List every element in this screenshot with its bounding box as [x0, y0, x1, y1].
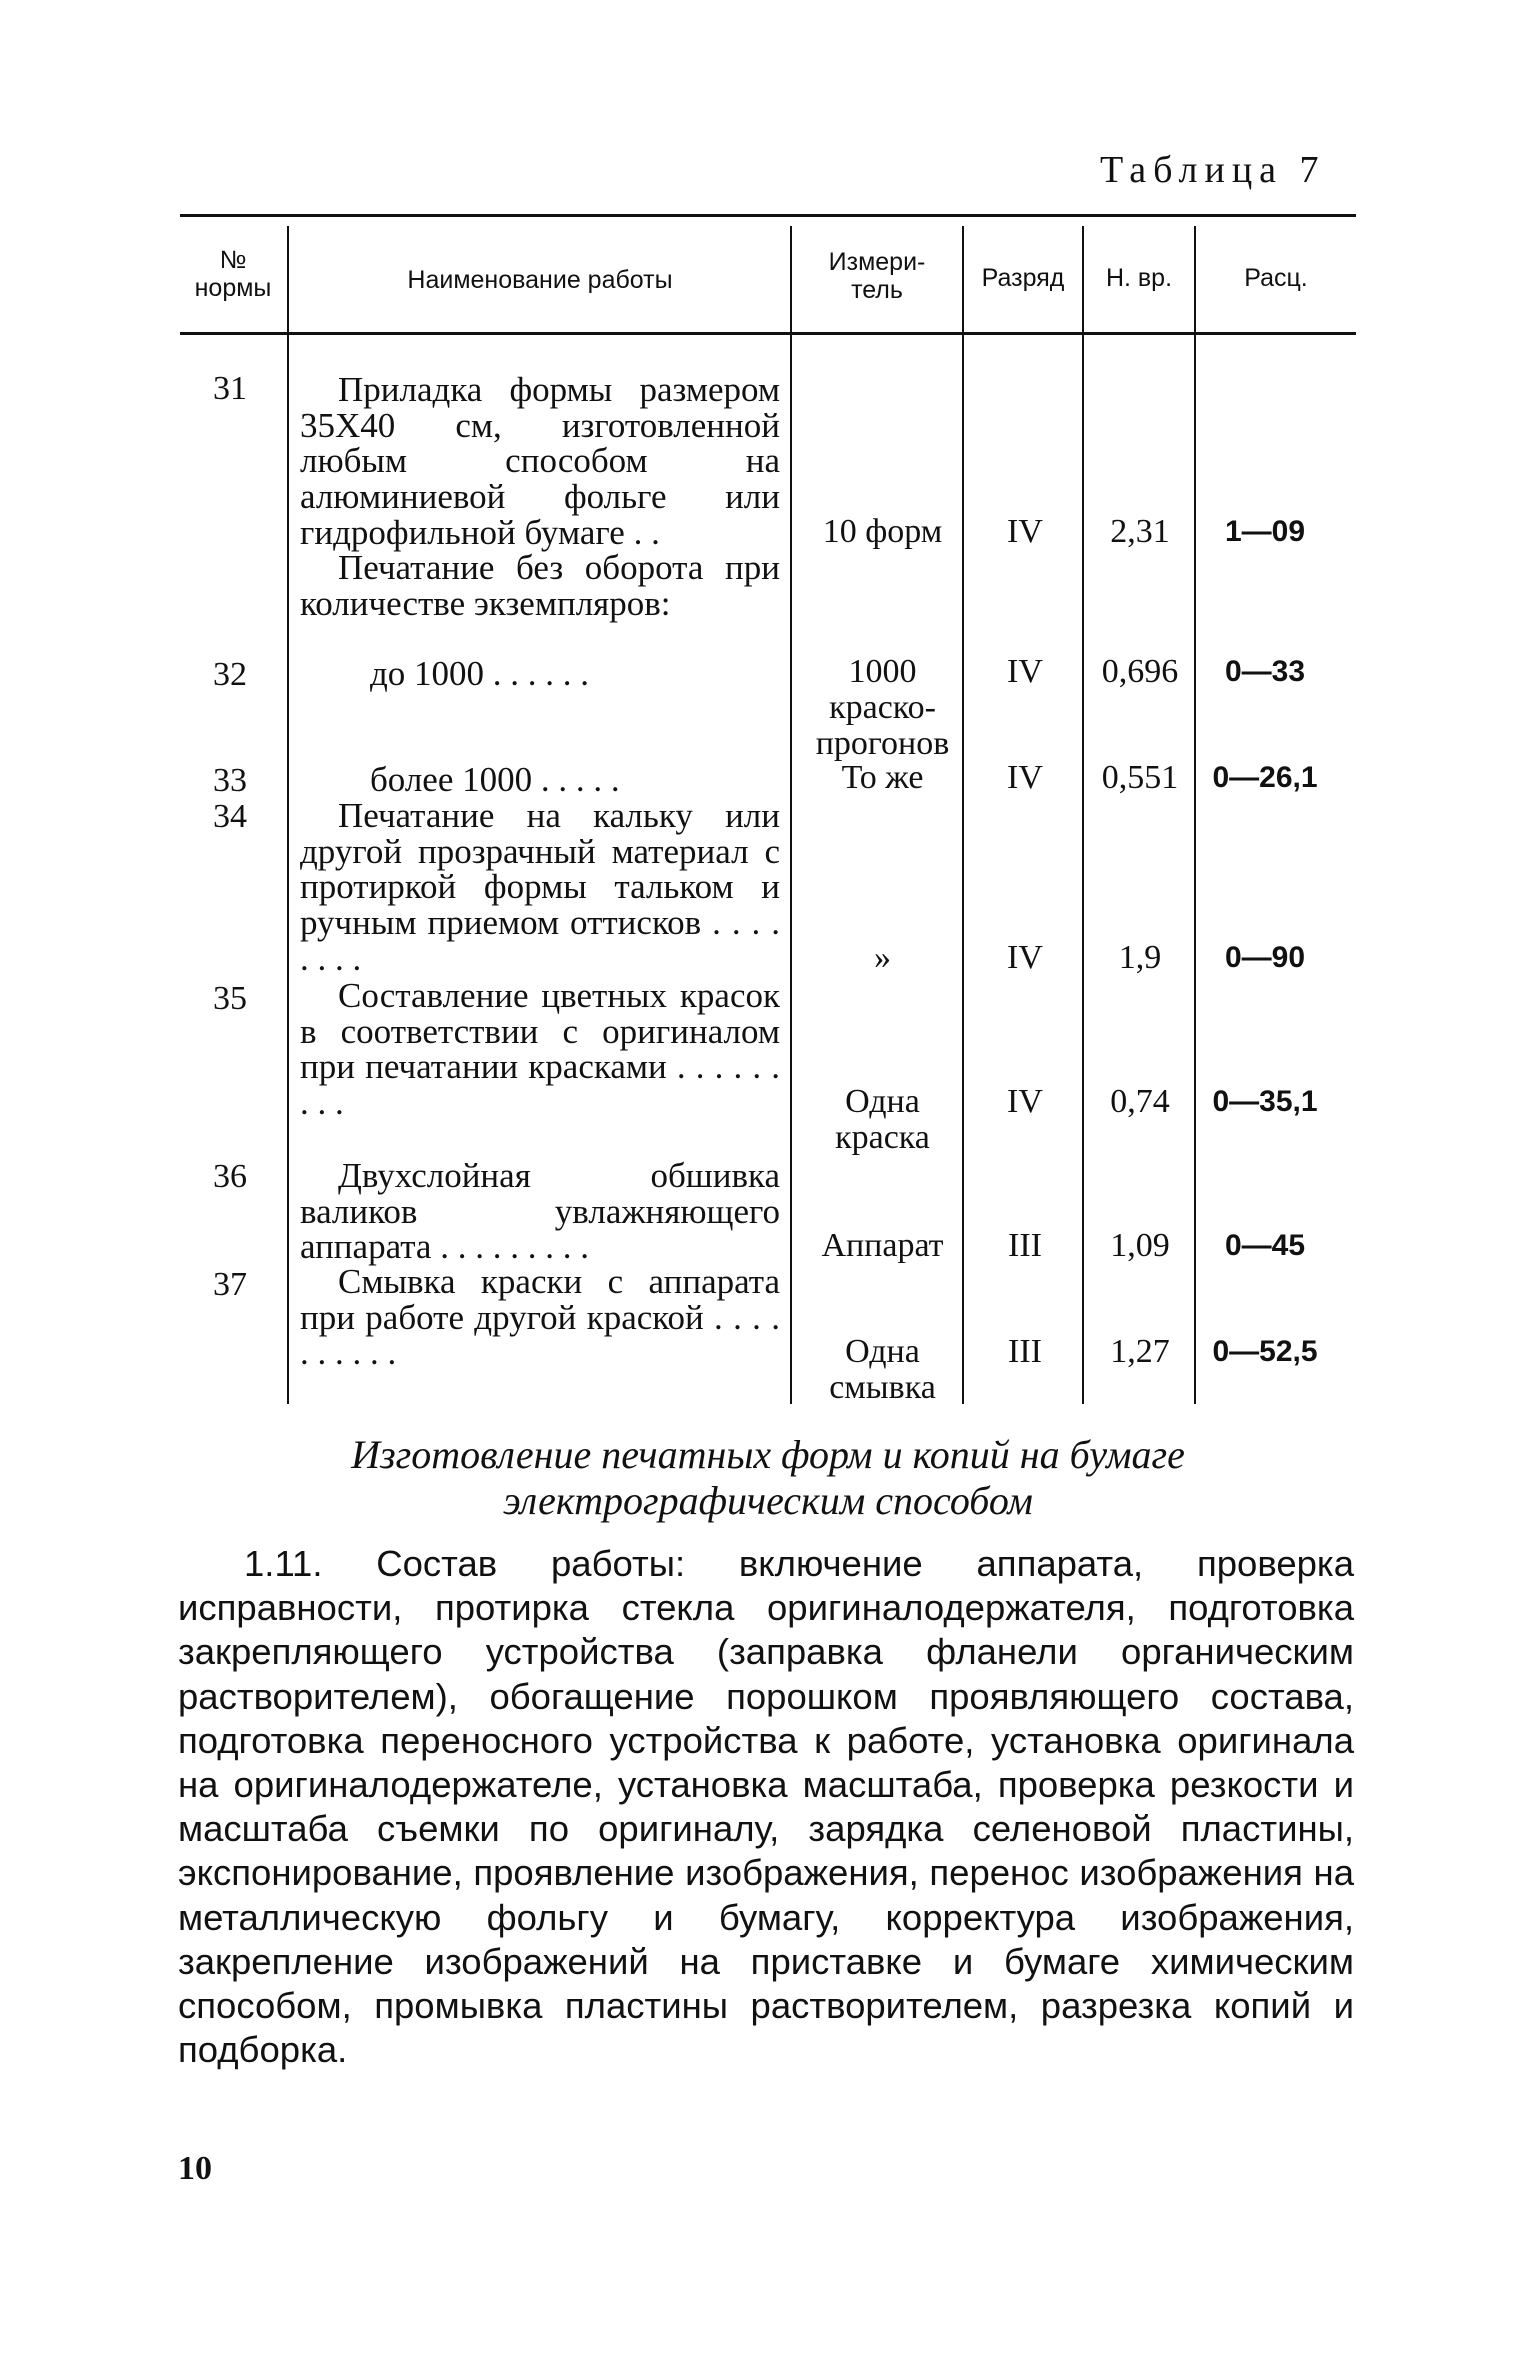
grade-37: III	[1008, 1333, 1042, 1370]
unit-36: Аппарат	[821, 1227, 944, 1264]
row-no-36: 36	[213, 1158, 247, 1195]
header-grade: Разряд	[981, 264, 1065, 292]
header-unit: Измери- тель	[828, 248, 926, 304]
desc-34: Печатание на кальку или другой прозрачный материал с протиркой формы тальком и ручным приемом оттисков . . . . . . . .	[300, 796, 780, 978]
row-no-32: 32	[213, 656, 247, 693]
rate-33: 0—26,1	[1212, 761, 1318, 794]
rate-32: 0—33	[1224, 655, 1306, 688]
unit-37: Одна смывка	[829, 1333, 936, 1406]
row-no-31: 31	[213, 370, 247, 407]
rate-31: 1—09	[1224, 515, 1306, 548]
desc-36: Двухслойная обшивка валиков увлажняющего аппарата . . . . . . . . .	[300, 1156, 780, 1267]
norm-35: 0,74	[1110, 1083, 1170, 1120]
col-divider-2	[790, 226, 792, 1404]
grade-34: IV	[1007, 939, 1043, 976]
header-norm-no: № нормы	[194, 246, 272, 302]
header-time-norm: Н. вр.	[1105, 264, 1173, 292]
table-header-rule	[180, 332, 1356, 335]
norm-32: 0,696	[1101, 653, 1179, 690]
norm-36: 1,09	[1110, 1227, 1170, 1264]
desc-print-group: Печатание без оборота при количестве экземпляров:	[300, 548, 780, 623]
desc-31: Приладка формы размером 35Х40 см, изготовленной любым способом на алюминиевой фольге или гидрофильной бумаге . .	[300, 370, 780, 552]
rate-34: 0—90	[1224, 941, 1306, 974]
table-top-rule	[180, 214, 1356, 217]
row-no-34: 34	[213, 798, 247, 835]
norm-33: 0,551	[1101, 759, 1179, 796]
desc-33: более 1000 . . . . .	[370, 760, 620, 799]
unit-32: 1000 краско- прогонов	[815, 653, 950, 762]
row-no-35: 35	[213, 980, 247, 1017]
header-rate: Расц.	[1244, 264, 1308, 292]
unit-35: Одна краска	[835, 1083, 930, 1156]
desc-37: Смывка краски с аппарата при работе другой краской . . . . . . . . . .	[300, 1262, 780, 1373]
norm-37: 1,27	[1110, 1333, 1170, 1370]
page-number: 10	[178, 2150, 212, 2187]
norm-34: 1,9	[1118, 939, 1162, 976]
grade-33: IV	[1007, 759, 1043, 796]
body-paragraph: 1.11. Состав работы: включение аппарата, проверка исправности, протирка стекла оригиналодержателя, подготовка закрепляющего устройства (заправка фланели органическим растворителем), обогащение порошком проявляющего состава, подготовка переносного устройства к работе, установка оригинала на оригиналодержателе, установка масштаба, проверка резкости и масштаба съемки по оригиналу, зарядка селеновой пластины, экспонирование, проявление изображения, перенос изображения на металлическую фольгу и бумагу, корректура изображения, закрепление изображений на приставке и бумаге химическим способом, промывка пластины растворителем, разрезка копий и подборка.	[178, 1543, 1354, 2071]
header-name: Наименование работы	[407, 266, 673, 294]
grade-32: IV	[1007, 653, 1043, 690]
rate-37: 0—52,5	[1212, 1335, 1318, 1368]
desc-32: до 1000 . . . . . .	[370, 654, 590, 693]
norm-31: 2,31	[1110, 513, 1170, 550]
unit-34: »	[874, 939, 891, 976]
table-caption: Таблица 7	[1100, 149, 1326, 191]
grade-31: IV	[1007, 513, 1043, 550]
col-divider-1	[287, 226, 289, 1404]
grade-36: III	[1008, 1227, 1042, 1264]
desc-35: Составление цветных красок в соответствии с оригиналом при печатании красками . . . . . . . . .	[300, 976, 780, 1123]
section-title: Изготовление печатных форм и копий на бумаге электрографическим способом	[351, 1432, 1185, 1523]
row-no-37: 37	[213, 1266, 247, 1303]
unit-31: 10 форм	[822, 513, 943, 550]
row-no-33: 33	[213, 762, 247, 799]
rate-36: 0—45	[1224, 1229, 1306, 1262]
unit-33: То же	[841, 759, 924, 796]
rate-35: 0—35,1	[1212, 1085, 1318, 1118]
grade-35: IV	[1007, 1083, 1043, 1120]
